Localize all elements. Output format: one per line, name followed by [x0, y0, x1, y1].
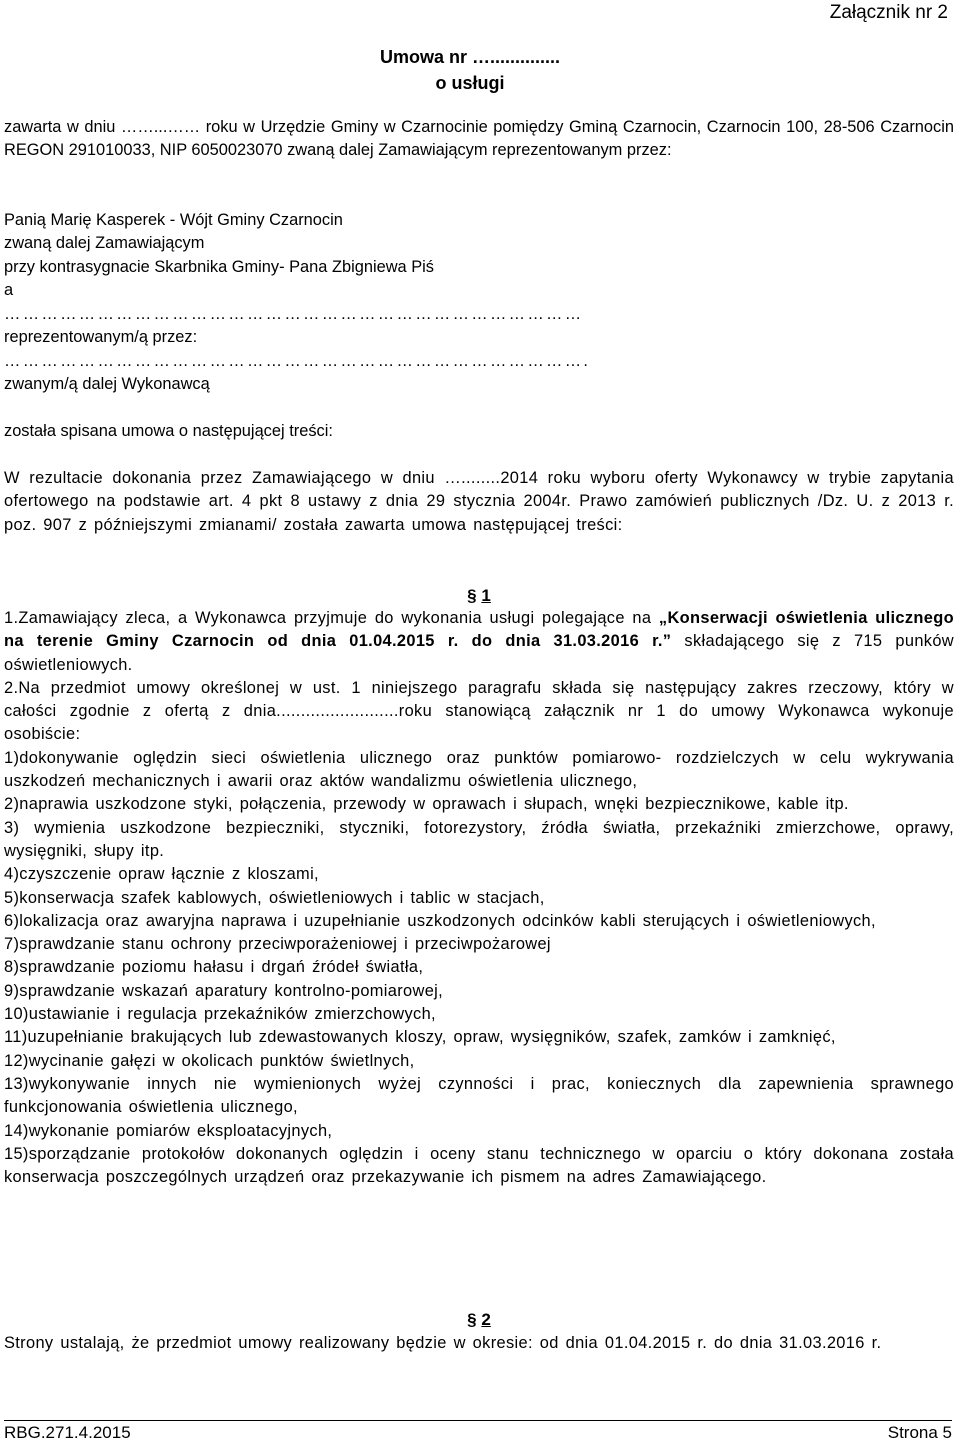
section1-body [4, 607, 954, 1189]
party1-line2: zwaną dalej Zamawiającym [4, 234, 205, 253]
scope-item: 1)dokonywanie oględzin sieci oświetlenia ulicznego oraz punktów pomiarowo- rozdzielczych w celu wykrywania uszkodzeń mechanicznych i awarii oraz aktów wandalizmu oświetlenia ulicznego, [4, 748, 954, 791]
scope-item: 12)wycinanie gałęzi w okolicach punktów świetlnych, [4, 1051, 415, 1070]
party2-line2: zwanym/ą dalej Wykonawcą [4, 374, 210, 393]
section1-point1 [4, 607, 954, 677]
contract-title-line1: Umowa nr ….............. [379, 47, 561, 67]
section2-heading [4, 1308, 954, 1331]
scope-item: 7)sprawdzanie stanu ochrony przeciwporażeniowej i przeciwpożarowej [4, 935, 551, 954]
party1-line3: przy kontrasygnacie Skarbnika Gminy- Pana Zbigniewa Piś [4, 257, 434, 276]
section1-point1-subject: „Konserwacji oświetlenia ulicznego na terenie Gminy Czarnocin od dnia 01.04.2015 r. do dnia 31.03.2016 r.” [4, 609, 954, 651]
scope-item: 4)czyszczenie opraw łącznie z kloszami, [4, 865, 319, 884]
section1-symbol: § [467, 586, 477, 605]
scope-item: 15)sporządzanie protokołów dokonanych oględzin i oceny stanu technicznego w oparciu o który dokonana została konserwacja poszczególnych urządzeń oraz przekazywanie ich pismem na adres Zamawiającego. [4, 1144, 954, 1187]
section1-point1-text: 1.Zamawiający zleca, a Wykonawca przyjmuje do wykonania usługi polegające na [4, 609, 659, 627]
annex-label: Załącznik nr 2 [829, 2, 948, 23]
party2-dots2: …………………………………………………………………………………. [4, 351, 591, 370]
scope-item: 10)ustawianie i regulacja przekaźników zmierzchowych, [4, 1005, 436, 1024]
preamble-paragraph: W rezultacie dokonania przez Zamawiającego w dniu …........2014 roku wyboru oferty Wykonawcy w trybie zapytania ofertowego na podstawie art. 4 pkt 8 ustawy z dnia 29 stycznia 2004r. Prawo zamówień publicznych /Dz. U. z 2013 r. poz. 907 z późniejszymi zmianami/ została zawarta umowa następującej treści: [4, 469, 954, 534]
scope-item: 6)lokalizacja oraz awaryjna naprawa i uzupełnianie uszkodzonych odcinków kabli sterujących i oświetleniowych, [4, 911, 876, 930]
section1-point1-tail: składającego się z 715 punków oświetleniowych. [4, 632, 954, 674]
section1-number: 1 [481, 586, 491, 605]
scope-item: 9)sprawdzanie wskazań aparatury kontrolno-pomiarowej, [4, 981, 444, 1000]
scope-item: 2)naprawia uszkodzone styki, połączenia, przewody w oprawach i słupach, wnęki bezpiecznikowe, kable itp. [4, 795, 849, 814]
footer-page-number: Strona 5 [887, 1423, 952, 1442]
intro-paragraph: zawarta w dniu ……...…… roku w Urzędzie Gminy w Czarnocinie pomiędzy Gminą Czarnocin, Czarnocin 100, 28-506 Czarnocin REGON 291010033, NIP 6050023070 zwaną dalej Zamawiającym reprezentowanym przez: [4, 118, 954, 160]
scope-item: 8)sprawdzanie poziomu hałasu i drgań źródeł światła, [4, 958, 424, 977]
contract-title-line2: o usługi [435, 73, 505, 93]
page-footer [4, 1420, 952, 1441]
party1-block [4, 209, 954, 302]
contract-title [0, 44, 960, 96]
section1-point2: 2.Na przedmiot umowy określonej w ust. 1 niniejszego paragrafu składa się następujący zakres rzeczowy, który w całości zgodnie z ofertą z dnia.........................roku stanowiącą załącznik nr 1 do umowy Wykonawca wykonuje osobiście: [4, 678, 954, 744]
party2-block [4, 303, 954, 396]
scope-item: 11)uzupełnianie brakujących lub zdewastowanych kloszy, opraw, wysięgników, szafek, zamków i zamknięć, [4, 1028, 836, 1047]
party2-line1: reprezentowanym/ą przez: [4, 328, 198, 347]
section1-heading [4, 584, 954, 607]
party1-line4: a [4, 280, 14, 299]
section2-text: Strony ustalają, że przedmiot umowy realizowany będzie w okresie: od dnia 01.04.2015 r. do dnia 31.03.2016 r. [4, 1334, 882, 1352]
section2-number: 2 [481, 1310, 491, 1329]
scope-item: 3) wymienia uszkodzone bezpieczniki, styczniki, fotorezystory, źródła światła, przekaźniki zmierzchowe, oprawy, wysięgniki, słupy itp. [4, 818, 954, 860]
scope-items-list [4, 747, 954, 1190]
section2-symbol: § [467, 1310, 477, 1329]
scope-item: 14)wykonanie pomiarów eksploatacyjnych, [4, 1121, 333, 1140]
party1-line1: Panią Marię Kasperek - Wójt Gminy Czarnocin [4, 211, 343, 229]
scope-item: 13)wykonywanie innych nie wymienionych wyżej czynności i prac, koniecznych dla zapewnienia sprawnego funkcjonowania oświetlenia ulicznego, [4, 1074, 954, 1117]
signed-statement: została spisana umowa o następującej treści: [4, 422, 333, 440]
scope-item: 5)konserwacja szafek kablowych, oświetleniowych i tablic w stacjach, [4, 888, 545, 907]
party2-dots1: ………………………………………………………………………………… [4, 305, 584, 323]
footer-reference: RBG.271.4.2015 [4, 1423, 131, 1442]
